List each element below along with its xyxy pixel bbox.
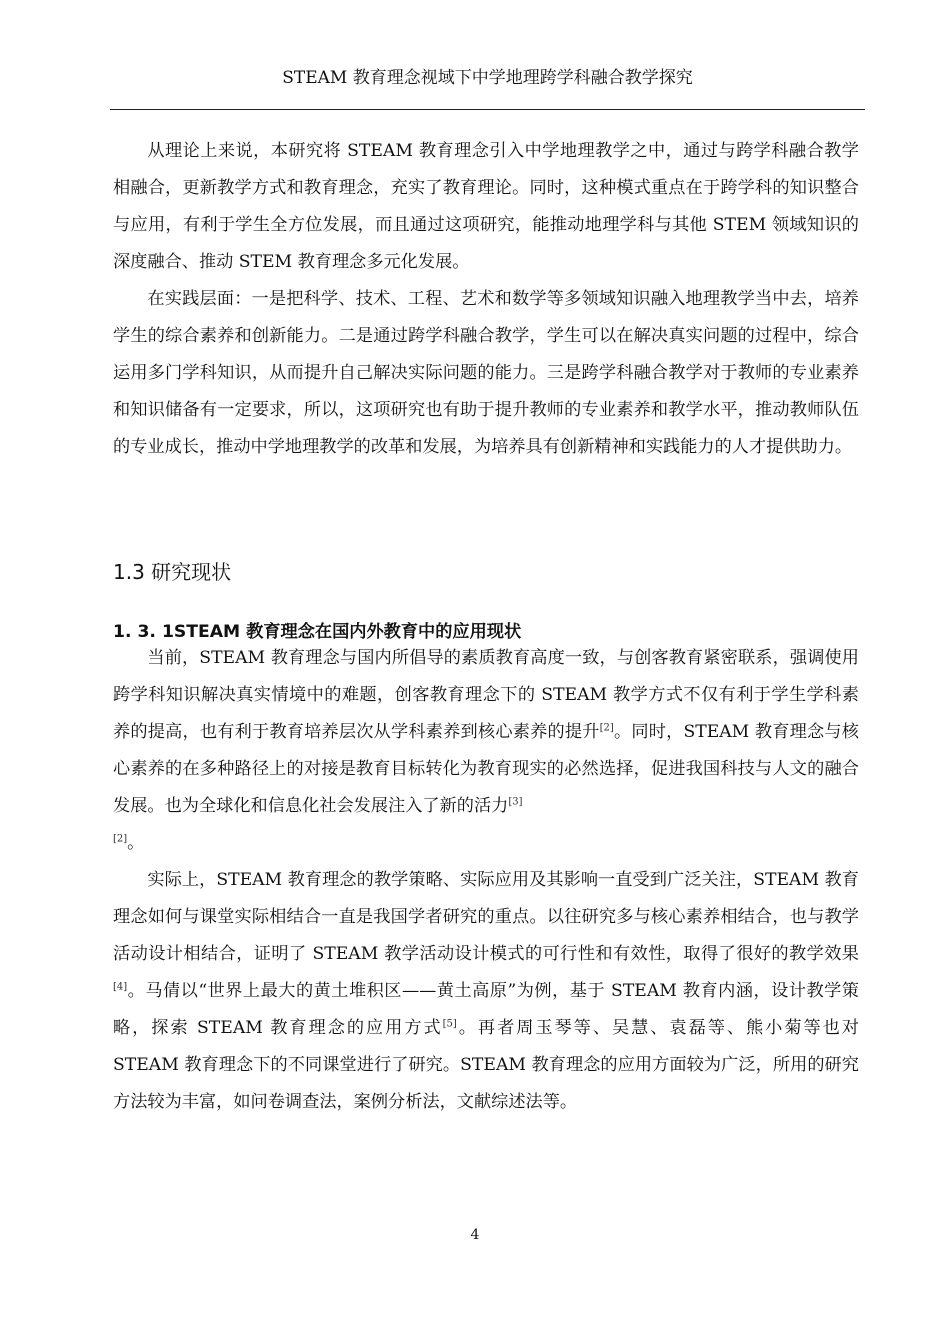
text-run: 实际上，STEAM 教育理念的教学策略、实际应用及其影响一直受到广泛关注，STEAM 教育理念如何与课堂实际相结合一直是我国学者研究的重点。以往研究多与核心素养相结合，也与教学活动设计相结合，证明了 STEAM 教学活动设计模式的可行性和有效性，取得了很好的教学效果 bbox=[113, 870, 859, 964]
subsection-heading: 1. 3. 1STEAM 教育理念在国内外教育中的应用现状 bbox=[113, 622, 522, 643]
paragraph-current-status bbox=[113, 640, 859, 862]
text-run: 。马倩以“世界上最大的黄土堆积区——黄土高原”为例，基于 STEAM 教育内涵，设计教学策略，探索 STEAM 教育理念的应用方式 bbox=[113, 981, 859, 1038]
citation-marker[interactable]: [5] bbox=[442, 1018, 457, 1030]
citation-marker[interactable]: [4] bbox=[113, 981, 128, 993]
running-header: STEAM 教育理念视域下中学地理跨学科融合教学探究 bbox=[282, 68, 693, 88]
paragraph-practice: 在实践层面：一是把科学、技术、工程、艺术和数学等多领域知识融入地理教学当中去，培养学生的综合素养和创新能力。二是通过跨学科融合教学，学生可以在解决真实问题的过程中，综合运用多门学科知识，从而提升自己解决实际问题的能力。三是跨学科融合教学对于教师的专业素养和知识储备有一定要求，所以，这项研究也有助于提升教师的专业素养和教学水平，推动教师队伍的专业成长，推动中学地理教学的改革和发展，为培养具有创新精神和实践能力的人才提供助力。 bbox=[113, 289, 859, 457]
text-run: 。同时，STEAM 教育理念与核心素养的在多种路径上的对接是教育目标转化为教育现实的必然选择，促进我国科技与人文的融合发展。也为全球化和信息化社会发展注入了新的活力 bbox=[113, 722, 859, 816]
paragraph-research-focus bbox=[113, 862, 859, 1121]
intro-body bbox=[113, 133, 859, 466]
page-number: 4 bbox=[470, 1227, 480, 1243]
paragraph-theory: 从理论上来说，本研究将 STEAM 教育理念引入中学地理教学之中，通过与跨学科融合教学相融合，更新教学方式和教育理念，充实了教育理论。同时，这种模式重点在于跨学科的知识整合与应用，有利于学生全方位发展，而且通过这项研究，能推动地理学科与其他 STEM 领域知识的深度融合、推动 STEM 教育理念多元化发展。 bbox=[113, 141, 859, 272]
text-run: 当前，STEAM 教育理念与国内所倡导的素质教育高度一致，与创客教育紧密联系，强调使用跨学科知识解决真实情境中的难题，创客教育理念下的 STEAM 教学方式不仅有利于学生学科素养的提高，也有利于教育培养层次从学科素养到核心素养的提升 bbox=[113, 648, 859, 742]
section-heading: 1.3 研究现状 bbox=[113, 559, 232, 584]
citation-marker[interactable]: [3] bbox=[508, 796, 523, 808]
text-run: 。 bbox=[127, 833, 145, 853]
citation-marker[interactable]: [2] bbox=[599, 722, 614, 734]
text-run: 。再者周玉琴等、吴慧、袁磊等、熊小菊等也对 STEAM 教育理念下的不同课堂进行了研究。STEAM 教育理念的应用方面较为广泛，所用的研究方法较为丰富，如问卷调查法，案例分析法，文献综述法等。 bbox=[113, 1018, 859, 1112]
status-body bbox=[113, 640, 859, 1121]
citation-marker[interactable]: [2] bbox=[113, 833, 128, 845]
header-rule bbox=[110, 109, 865, 110]
